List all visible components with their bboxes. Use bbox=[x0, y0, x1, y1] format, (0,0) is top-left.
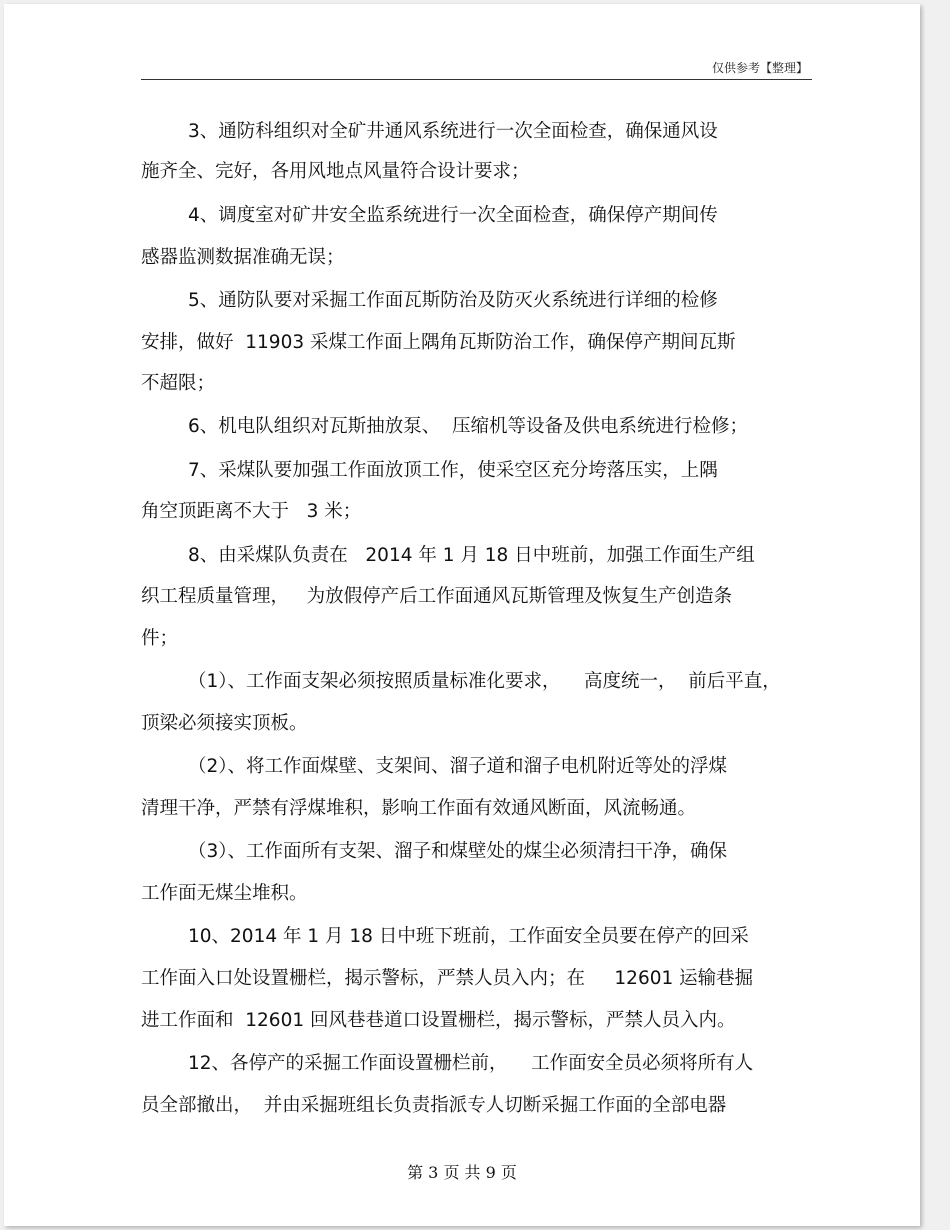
text-line: 感器监测数据准确无误； bbox=[141, 247, 345, 268]
header-rule bbox=[141, 79, 812, 80]
document-page bbox=[4, 4, 920, 1226]
page-number: 第 3 页 共 9 页 bbox=[407, 1163, 517, 1182]
text-line: 角空顶距离不大于 3 米； bbox=[141, 501, 362, 522]
text-line: 进工作面和 12601 回风巷巷道口设置栅栏，揭示警标，严禁人员入内。 bbox=[141, 1010, 736, 1031]
text-line: 工作面入口处设置栅栏，揭示警标，严禁人员入内；在 12601 运输巷掘 bbox=[141, 968, 754, 989]
header-note: 仅供参考【整理】 bbox=[711, 61, 808, 75]
text-line: 6、机电队组织对瓦斯抽放泵、 压缩机等设备及供电系统进行检修； bbox=[188, 416, 749, 437]
text-line: 工作面无煤尘堆积。 bbox=[141, 883, 308, 904]
text-line: 施齐全、完好，各用风地点风量符合设计要求； bbox=[141, 161, 530, 182]
text-line: （1）、工作面支架必须按照质量标准化要求， 高度统一， 前后平直， bbox=[188, 671, 781, 692]
text-line: （3）、工作面所有支架、溜子和煤壁处的煤尘必须清扫干净，确保 bbox=[188, 841, 728, 862]
text-line: （2）、将工作面煤壁、支架间、溜子道和溜子电机附近等处的浮煤 bbox=[188, 756, 728, 777]
text-line: 件； bbox=[141, 628, 179, 649]
text-line: 4、调度室对矿井安全监系统进行一次全面检查，确保停产期间传 bbox=[188, 205, 718, 226]
text-line: 不超限； bbox=[141, 373, 216, 394]
text-line: 员全部撤出， 并由采掘班组长负责指派专人切断采掘工作面的全部电器 bbox=[141, 1095, 727, 1116]
text-line: 8、由采煤队负责在 2014 年 1 月 18 日中班前，加强工作面生产组 bbox=[188, 545, 755, 566]
text-line: 安排，做好 11903 采煤工作面上隅角瓦斯防治工作，确保停产期间瓦斯 bbox=[141, 332, 736, 353]
text-line: 顶梁必须接实顶板。 bbox=[141, 713, 308, 734]
text-line: 10、2014 年 1 月 18 日中班下班前，工作面安全员要在停产的回采 bbox=[188, 926, 749, 947]
text-line: 织工程质量管理， 为放假停产后工作面通风瓦斯管理及恢复生产创造条 bbox=[141, 586, 733, 607]
text-line: 7、采煤队要加强工作面放顶工作，使采空区充分垮落压实，上隅 bbox=[188, 460, 718, 481]
text-line: 3、通防科组织对全矿井通风系统进行一次全面检查，确保通风设 bbox=[188, 121, 718, 142]
text-line: 5、通防队要对采掘工作面瓦斯防治及防灭火系统进行详细的检修 bbox=[188, 290, 718, 311]
text-line: 清理干净，严禁有浮煤堆积，影响工作面有效通风断面，风流畅通。 bbox=[141, 798, 697, 819]
text-line: 12、各停产的采掘工作面设置栅栏前， 工作面安全员必须将所有人 bbox=[188, 1053, 754, 1074]
